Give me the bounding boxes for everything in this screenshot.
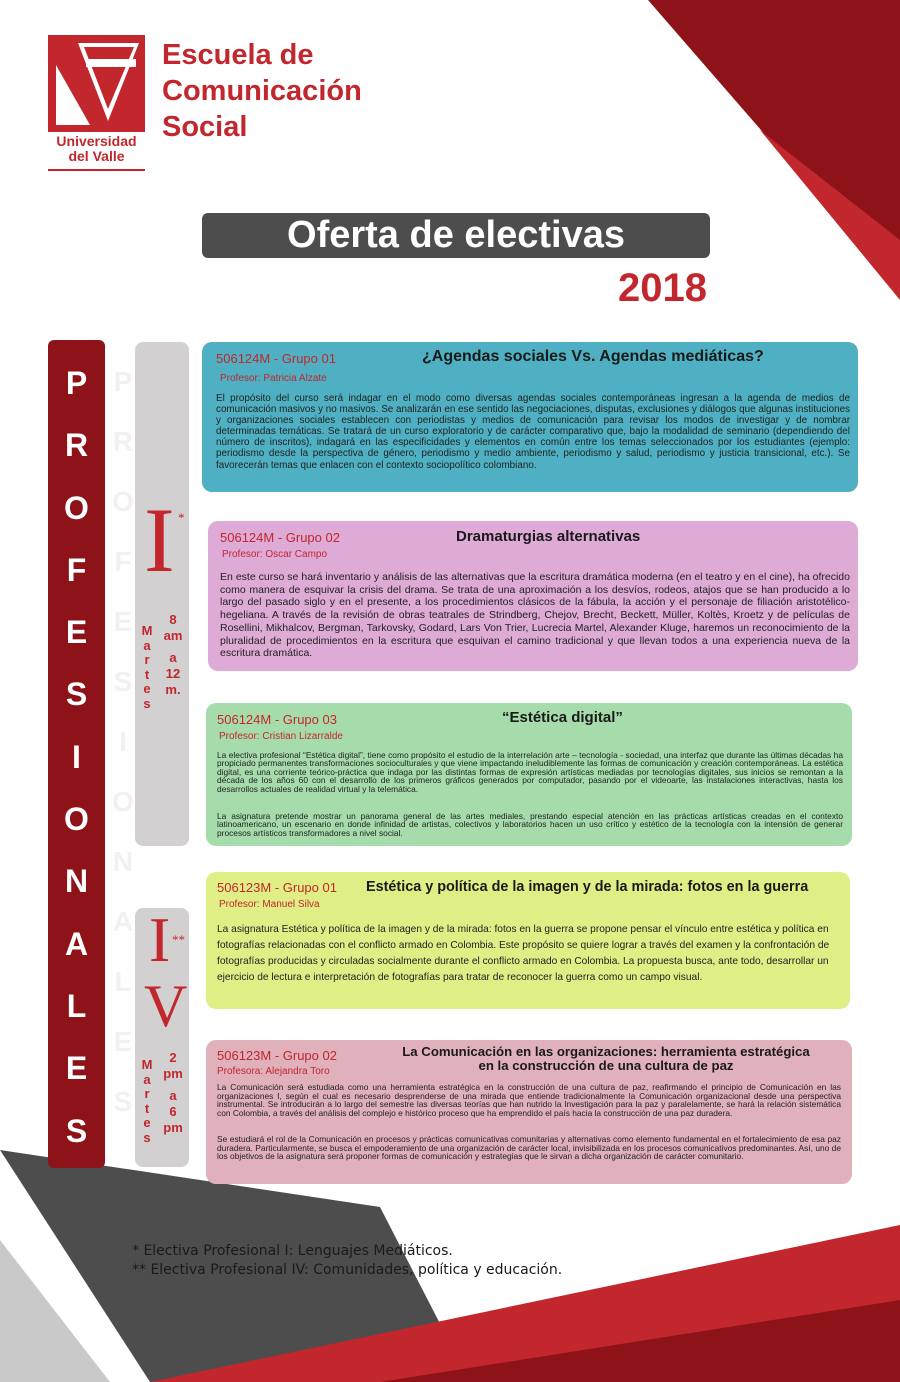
profesionales-letters — [48, 352, 105, 1162]
profesionales-ghost-letter: N — [112, 846, 134, 877]
time-token: 6 — [169, 1104, 177, 1119]
logo-text: Universidad del Valle — [56, 133, 137, 164]
course-card-5[interactable] — [206, 1040, 852, 1184]
course-code: 506124M - Grupo 02 — [220, 530, 340, 545]
course-professor: Profesor: Patricia Alzate — [220, 373, 327, 384]
course-code: 506123M - Grupo 02 — [217, 1048, 337, 1063]
course-title: ¿Agendas sociales Vs. Agendas mediáticas? — [422, 348, 764, 365]
profesionales-letter: O — [64, 801, 89, 838]
day-letter: M — [141, 1057, 153, 1072]
course-card-1[interactable] — [202, 342, 858, 492]
profesionales-letter: S — [65, 1112, 88, 1149]
day-letter: s — [143, 695, 151, 711]
profesionales-letter: I — [72, 738, 81, 775]
roman-numeral-i: I — [144, 489, 175, 591]
course-description: La electiva profesional “Estética digital”, tiene como propósito el estudio de la interrelación arte – tecnología - sociedad, una interfaz que durante las últimas décadas ha propiciado permanentes transformaciones socioculturales y que viene impactando ineludiblemente las formas de comunicación y creación contemporáneas. La estética digital, es una corriente teórico-práctica que indaga por las distintas formas de expresión artísticas mediadas por tecnologías digitales, sus inicios se remontan a la década de los años 60 con el desarrollo de los primeros gráficos generados por computador, pasando por el videoarte, las instalaciones interactivas, hasta los desarrollos actuales de realidad virtual y la telemática. — [217, 750, 843, 794]
profesionales-ghost-letter: E — [113, 1026, 133, 1057]
day-letter: a — [143, 1071, 151, 1087]
course-professor: Profesor: Cristian Lizarralde — [219, 731, 343, 742]
course-title: Dramaturgias alternativas — [456, 528, 641, 545]
time-token: pm — [163, 1066, 183, 1081]
profesionales-letter: E — [65, 614, 88, 651]
profesionales-letter: A — [64, 925, 89, 962]
footnote-double-star: ** — [172, 932, 185, 947]
profesionales-letter: F — [66, 551, 87, 588]
profesionales-ghost-letter: E — [113, 606, 133, 637]
time-token: a — [169, 1088, 177, 1103]
day-martes — [141, 624, 153, 711]
profesionales-ghost-letter: P — [113, 366, 133, 397]
course-code: 506124M - Grupo 01 — [216, 351, 336, 366]
profesionales-ghost-letters — [108, 352, 138, 1132]
course-code: 506124M - Grupo 03 — [217, 712, 337, 727]
day-letter: e — [143, 1115, 151, 1130]
day-letter: r — [144, 1086, 150, 1101]
footnote-star: * — [178, 510, 185, 525]
course-title: Estética y política de la imagen y de la mirada: fotos en la guerra — [366, 879, 809, 895]
time-token: am — [163, 628, 183, 643]
profesionales-ghost-letter: O — [112, 486, 134, 517]
day-letter: a — [143, 637, 151, 653]
time-token: m. — [165, 682, 181, 697]
course-card-3[interactable] — [206, 703, 852, 846]
course-title: La Comunicación en las organizaciones: herramienta estratégica en la construcción de una cultura de paz — [402, 1044, 810, 1073]
profesionales-letter: E — [65, 1050, 88, 1087]
course-description-2: La asignatura pretende mostrar un panorama general de las artes mediales, prestando especial atención en las prácticas artísticas creadas en el contexto latinoamericano, un escenario en donde infinidad de artistas, colectivos y laboratorios hacen un uso crítico y estético de la tecnología con la intensión de generar procesos artísticos transformadores a nivel social. — [217, 811, 843, 838]
time-token: a — [169, 650, 177, 665]
day-martes-2 — [141, 1058, 153, 1145]
course-description: En este curso se hará inventario y análisis de las alternativas que la escritura dramática moderna (en el teatro y en el cine), ha ofrecido como manera de esquivar la crisis del drama. Se trata de una aproximación a los desvíos, rodeos, atajos que se han producido a lo largo del pasado siglo y en el presente, a los procedimientos clásicos de la fábula, la acción y el personaje de filiación aristotélico- hegeliana. A través de la revisión de obras teatrales de Strindberg, Chejov, Brecht, Beckett, Müller, Koltès, Kroetz y de películas de Rosellini, Mikhalcov, Bergman, Tarkovsky, Godard, Lars Von Trier, Lucrecia Martel, Alexander Kluge, haremos un reconocimiento de la pluralidad de procedimientos en la escritura que esquivan el camino tradicional y que llevan todos a una experiencia nueva de la escritura dramática. — [220, 571, 850, 660]
day-letter: M — [141, 623, 153, 638]
time-token: pm — [163, 1120, 183, 1135]
profesionales-ghost-letter: R — [112, 426, 134, 457]
page-title: Oferta de electivas — [202, 213, 710, 258]
roman-numeral-iv-i: I — [149, 904, 171, 975]
course-description-2: Se estudiará el rol de la Comunicación en procesos y prácticas comunicativas comunitarias y alternativas como elemento fundamental en el fortalecimiento de esa paz duradera. Particularmente, se busca el empoderamiento de una organización de carácter local, invisibilizada en los procesos comunicativos predominantes. Así, uno de los objetivos de la asignatura será proponer formas de comunicación y estrategias que le sirvan a dicha organización de carácter comunitario. — [217, 1134, 841, 1162]
course-card-2[interactable] — [208, 521, 858, 671]
profesionales-letter: O — [64, 489, 89, 526]
course-description: La Comunicación será estudiada como una herramienta estratégica en la construcción de una cultura de paz, reafirmando el principio de Comunicación en las organizaciones I, según el cual es necesario desprenderse de una mirada que entiende tradicionalmente la Comunicación organizacional desde una perspectiva instrumental. Se introducirán a lo largo del semestre las diversas teorías que han nutrido la Investigación para la paz y paralelamente, se hará la relación sistemática con Colombia, a través del análisis del complejo e histórico proceso que ha emprendido el país hacia la construcción de una paz duradera. — [217, 1082, 841, 1118]
profesionales-letter: N — [64, 863, 89, 900]
profesionales-letter: L — [66, 987, 87, 1024]
schedule-pill-electiva-i — [135, 342, 189, 846]
profesionales-letter: P — [65, 365, 88, 401]
time-token: 2 — [169, 1050, 177, 1065]
school-name: Escuela de Comunicación Social — [162, 39, 362, 143]
day-letter: t — [144, 1100, 150, 1116]
profesionales-ghost-letter: S — [113, 1086, 133, 1117]
roman-numeral-iv-v: V — [144, 973, 188, 1039]
course-professor: Profesor: Oscar Campo — [222, 549, 328, 560]
course-professor: Profesor: Manuel Silva — [219, 899, 320, 910]
profesionales-ghost-letter: F — [114, 546, 132, 577]
day-letter: s — [143, 1129, 151, 1145]
course-card-4[interactable] — [206, 872, 850, 1009]
year: 2018 — [618, 266, 707, 310]
profesionales-ghost-letter: S — [113, 666, 133, 697]
course-code: 506123M - Grupo 01 — [217, 880, 337, 895]
footnote-electiva-i: * Electiva Profesional I: Lenguajes Mediáticos. — [132, 1243, 453, 1259]
footnote-electiva-iv: ** Electiva Profesional IV: Comunidades, política y educación. — [132, 1262, 563, 1278]
day-letter: t — [144, 666, 150, 682]
time-token: 8 — [169, 612, 177, 627]
course-professor: Profesora: Alejandra Toro — [217, 1066, 330, 1077]
profesionales-ghost-letter: O — [112, 786, 134, 817]
course-title: “Estética digital” — [502, 709, 623, 726]
day-letter: r — [144, 652, 150, 667]
course-description: La asignatura Estética y política de la imagen y de la mirada: fotos en la guerra se propone pensar el vínculo entre estética y política en fotografías relacionadas con el conflicto armado en Colombia. Este propósito se quiere lograr a través del examen y la confrontación de fotografías producidas y circuladas socialmente durante el conflicto armado en Colombia. La propuesta busca, ante todo, desarrollar un ejercicio de lectura e interpretación de fotografías para tratar de reconocer la guerra como un campo visual. — [217, 924, 830, 983]
universidad-del-valle-logo — [48, 35, 145, 132]
profesionales-ghost-letter: L — [114, 966, 132, 997]
time-2pm-6pm — [160, 1050, 186, 1136]
logo-divider — [48, 169, 145, 171]
profesionales-ghost-letter: A — [112, 906, 134, 937]
course-description: El propósito del curso será indagar en el modo como diversas agendas sociales contemporáneas ingresan a la agenda de medios de comunicación masivos y no masivos. Se analizarán en ese sentido las negociaciones, disputas, exclusiones y diálogos que algunas instituciones y organizaciones sociales establecen con periodistas y medios de comunicación para revisar los modos de investigar y de nombrar determinadas temáticas. Se tratará de un curso exploratorio y de carácter comparativo que, bajo la modalidad de seminario (dependiendo del número de inscritos), indagará en las especificidades y elementos en común entre los temas seleccionados por los estudiantes (ejemplo: periodismo desde la perspectiva de género, periodismo y medio ambiente, periodismo y salud, periodismo y justicia transicional, etc.). Se favorecerán temas que enlacen con el contexto sociopolítico colombiano. — [216, 393, 851, 471]
time-token: 12 — [165, 666, 181, 681]
profesionales-letter: S — [65, 676, 88, 713]
time-8am-12m — [160, 612, 186, 698]
profesionales-ghost-letter: I — [119, 726, 127, 757]
profesionales-letter: R — [64, 427, 89, 464]
day-letter: e — [143, 681, 151, 696]
